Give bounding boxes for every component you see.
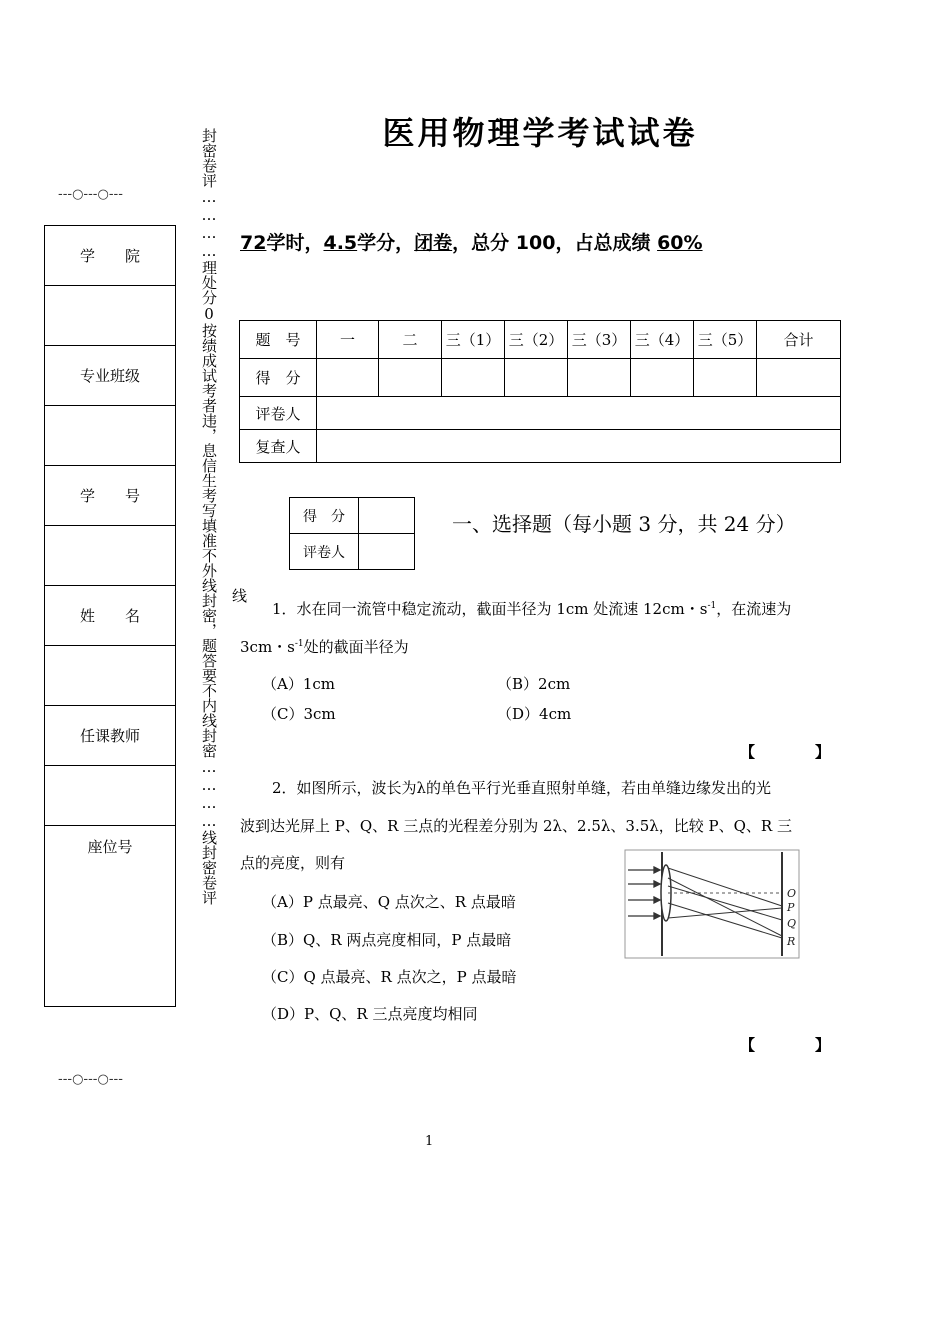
major-class-label: 专业班级 [45,346,175,406]
seal-line-text: 封密卷评…………理处分0按绩成试考者违，息信生考写填准不外线封密，题答要不内线封密…………线封密卷评 [200,128,218,905]
ornament-top: ---○---○--- [58,187,123,202]
credits-value: 4.5 [323,232,358,254]
closed-book: 闭卷 [414,232,453,254]
exam-meta [240,228,703,255]
student-id-label: 学 号 [45,466,175,526]
q2-option-c[interactable]: （C）Q 点最亮、R 点次之，P 点最暗 [262,968,517,986]
name-field[interactable] [45,646,175,706]
seal-line-mid: 线 [230,588,248,603]
q1-line1 [272,588,791,628]
header-total: 合计 [757,321,841,359]
q1-option-a[interactable]: （A）1cm [262,675,336,693]
page-title: 医用物理学考试试卷 [382,114,698,152]
grader-cell[interactable] [317,397,841,430]
score-table [239,320,841,463]
q1-line2-text: 3cm・s [240,638,295,656]
score-cell[interactable] [317,359,379,397]
header-3-1: 三（1） [442,321,505,359]
header-3-5: 三（5） [694,321,757,359]
score-cell[interactable] [694,359,757,397]
major-class-field[interactable] [45,406,175,466]
label-r: R [787,935,796,948]
credits-unit: 学分， [357,232,415,254]
name-label: 姓 名 [45,586,175,646]
page-number: 1 [425,1134,434,1149]
header-3-2: 三（2） [505,321,568,359]
score-cell[interactable] [631,359,694,397]
q1-line1-text: 1．水在同一流管中稳定流动，截面半径为 1cm 处流速 12cm・s [272,600,708,618]
q2-line2: 波到达光屏上 P、Q、R 三点的光程差分别为 2λ、2.5λ、3.5λ，比较 P、Q、R 三 [240,817,792,835]
seat-number-cell[interactable] [45,826,175,1006]
q2-line1: 2．如图所示，波长为λ的单色平行光垂直照射单缝，若由单缝边缘发出的光 [272,779,772,797]
q2-option-b[interactable]: （B）Q、R 两点亮度相同，P 点最暗 [262,931,512,949]
percent-value: 60% [657,232,703,254]
score-cell[interactable] [505,359,568,397]
q1-sup2: -1 [294,639,304,649]
q1-option-c[interactable]: （C）3cm [262,705,336,723]
q1-line2 [240,626,409,666]
label-o: O [787,887,797,900]
college-label: 学 院 [45,226,175,286]
teacher-label: 任课教师 [45,706,175,766]
header-2: 二 [379,321,442,359]
header-1: 一 [317,321,379,359]
figure-frame [625,850,799,958]
college-field[interactable] [45,286,175,346]
header-3-4: 三（4） [631,321,694,359]
teacher-field[interactable] [45,766,175,826]
q2-option-a[interactable]: （A）P 点最亮、Q 点次之、R 点最暗 [262,893,516,911]
reviewer-cell[interactable] [317,430,841,463]
header-question-no: 题 号 [240,321,317,359]
hours-unit: 学时， [266,232,324,254]
score-cell[interactable] [757,359,841,397]
q1-option-d[interactable]: （D）4cm [497,705,572,723]
q2-option-d[interactable]: （D）P、Q、R 三点亮度均相同 [262,1005,478,1023]
q1-sup1: -1 [707,601,717,611]
q2-answer-bracket[interactable]: 【 】 [740,1036,831,1054]
total-text: ，总分 100，占总成绩 [452,232,658,254]
q1-line1-end: ，在流速为 [716,600,792,618]
score-cell[interactable] [379,359,442,397]
section1-grader-cell[interactable] [359,534,415,570]
section1-title: 一、选择题（每小题 3 分，共 24 分） [452,512,796,536]
row-reviewer-label: 复查人 [240,430,317,463]
q1-option-b[interactable]: （B）2cm [497,675,571,693]
single-slit-figure [624,848,802,960]
score-cell[interactable] [442,359,505,397]
score-cell[interactable] [568,359,631,397]
q1-line2-end: 处的截面半径为 [303,638,409,656]
header-3-3: 三（3） [568,321,631,359]
hours-value: 72 [240,232,267,254]
q1-answer-bracket[interactable]: 【 】 [740,743,831,761]
q2-line3: 点的亮度，则有 [240,854,346,872]
section1-score-cell[interactable] [359,498,415,534]
student-id-field[interactable] [45,526,175,586]
label-q: Q [787,917,797,930]
section1-score-box [289,497,415,570]
label-p: P [787,901,795,914]
section1-score-label: 得 分 [290,498,359,534]
seat-number-label: 座位号 [87,838,133,856]
row-score-label: 得 分 [240,359,317,397]
ornament-bottom: ---○---○--- [58,1072,123,1087]
row-grader-label: 评卷人 [240,397,317,430]
student-info-box [44,225,176,1007]
section1-grader-label: 评卷人 [290,534,359,570]
